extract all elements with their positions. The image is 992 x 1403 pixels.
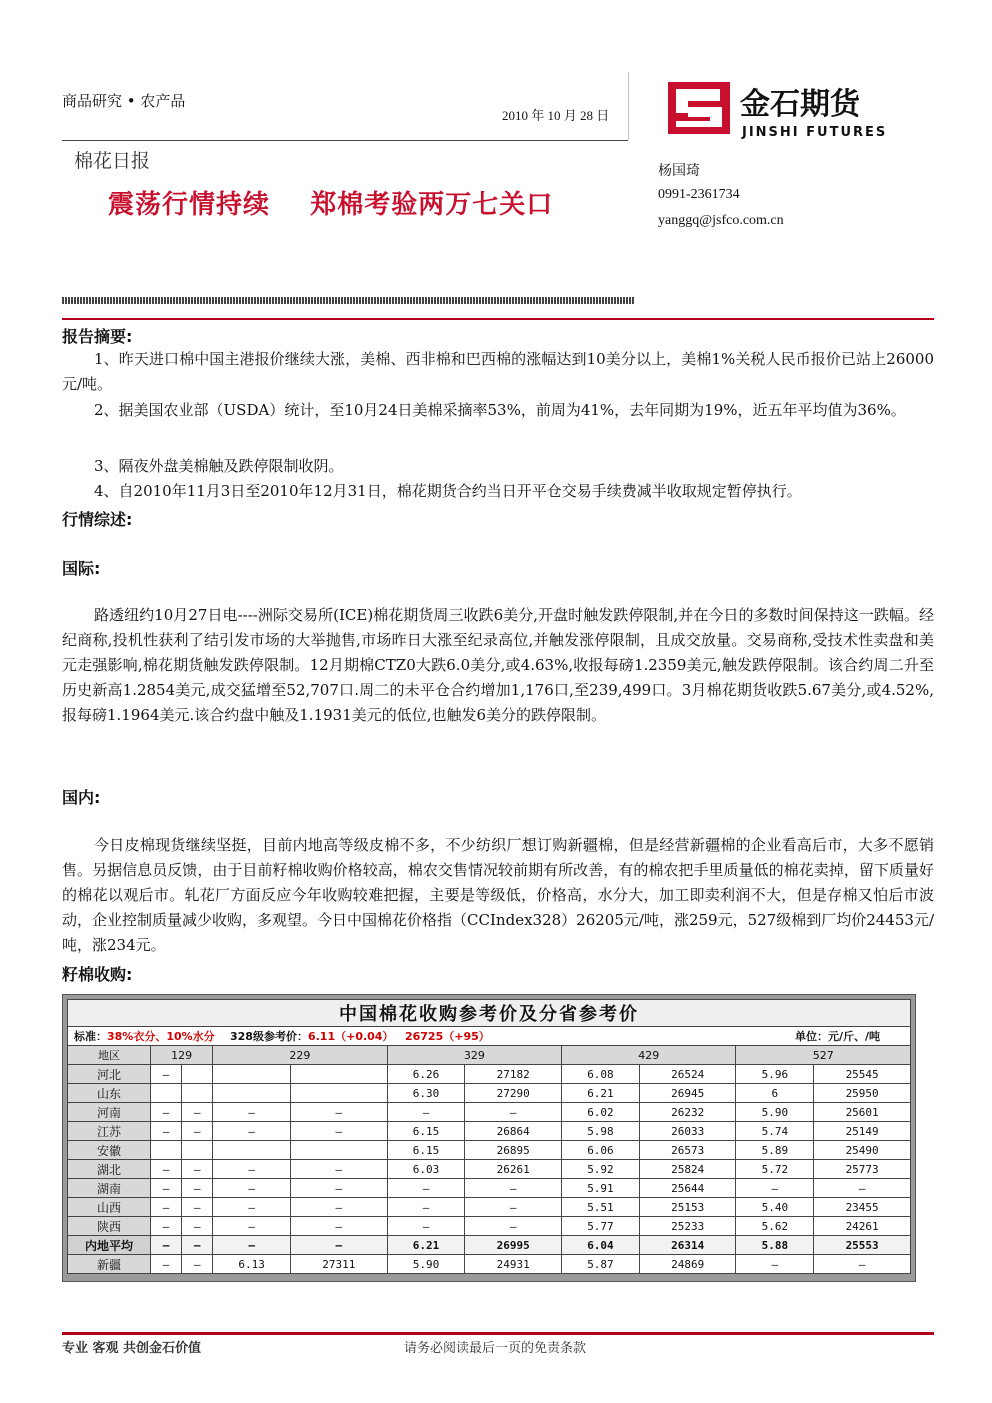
author-name: 杨国琦 [658,164,700,179]
price-cell: 26895 [465,1141,562,1160]
price-cell: — [291,1198,388,1217]
price-cell: 25233 [639,1217,736,1236]
province-cell: 内地平均 [68,1236,151,1255]
price-cell: — [291,1217,388,1236]
footer-disclaimer: 请务必阅读最后一页的免责条款 [404,1341,587,1356]
price-cell: 6 [736,1084,814,1103]
company-logo [668,80,898,140]
province-cell: 安徽 [68,1141,151,1160]
province-cell: 湖北 [68,1160,151,1179]
seed-title: 籽棉收购: [62,965,133,984]
market-title: 行情综述: [62,510,133,529]
price-cell: 24869 [639,1255,736,1274]
table-row [68,1122,911,1141]
table-row [68,1179,911,1198]
province-cell: 陕西 [68,1217,151,1236]
ref-value: 6.11（+0.04） 26725（+95） [307,1030,490,1043]
price-cell: 5.87 [562,1255,640,1274]
table-title: 中国棉花收购参考价及分省参考价 [68,1000,911,1027]
price-cell [182,1084,213,1103]
header-divider [628,72,629,140]
price-cell: 25149 [814,1122,911,1141]
province-cell: 湖南 [68,1179,151,1198]
province-cell: 河北 [68,1065,151,1084]
price-cell: 27290 [465,1084,562,1103]
price-cell: — [182,1122,213,1141]
price-cell: 24261 [814,1217,911,1236]
price-cell: 26261 [465,1160,562,1179]
price-cell: 5.96 [736,1065,814,1084]
red-rule [62,318,934,320]
table-row [68,1141,911,1160]
price-cell: 25773 [814,1160,911,1179]
price-cell: — [387,1179,465,1198]
author-phone: 0991-2361734 [658,187,740,202]
price-cell: — [465,1179,562,1198]
price-cell [291,1141,388,1160]
separator-dashes [62,297,634,304]
report-date: 2010 年 10 月 28 日 [502,108,610,123]
price-cell [291,1065,388,1084]
price-cell: — [182,1217,213,1236]
price-cell: 5.90 [736,1103,814,1122]
table-row [68,1160,911,1179]
price-cell: — [151,1160,182,1179]
price-cell: — [387,1103,465,1122]
price-cell: 5.77 [562,1217,640,1236]
table-row [68,1065,911,1084]
price-cell: — [182,1160,213,1179]
price-cell: — [465,1217,562,1236]
price-cell: — [213,1122,291,1141]
price-cell: — [151,1179,182,1198]
price-cell: 26864 [465,1122,562,1141]
price-cell: 26524 [639,1065,736,1084]
table-row [68,1198,911,1217]
price-cell: — [182,1103,213,1122]
price-cell [291,1084,388,1103]
summary-item: 1、昨天进口棉中国主港报价继续大涨，美棉、西非棉和巴西棉的涨幅达到10美分以上，美棉1%关税人民币报价已站上26000元/吨。 [62,350,934,393]
province-cell: 河南 [68,1103,151,1122]
price-cell: — [151,1122,182,1141]
table-header: 429 [562,1046,736,1065]
price-cell: 25824 [639,1160,736,1179]
price-cell: 6.03 [387,1160,465,1179]
province-cell: 新疆 [68,1255,151,1274]
price-cell: 6.08 [562,1065,640,1084]
price-cell: 6.04 [562,1236,640,1255]
svg-text:JINSHI FUTURES: JINSHI FUTURES [742,125,888,140]
price-cell [151,1084,182,1103]
province-cell: 江苏 [68,1122,151,1141]
price-cell: — [213,1179,291,1198]
price-cell: — [291,1103,388,1122]
price-cell: 25545 [814,1065,911,1084]
author-email: yanggq@jsfco.com.cn [658,213,784,228]
svg-text:金石期货: 金石期货 [740,87,860,122]
price-table [67,999,911,1274]
price-cell: — [182,1255,213,1274]
price-cell: 5.92 [562,1160,640,1179]
price-cell: 25644 [639,1179,736,1198]
table-header: 527 [736,1046,911,1065]
price-cell: — [151,1217,182,1236]
price-cell: 5.89 [736,1141,814,1160]
intl-title: 国际: [62,559,101,578]
price-cell: 25553 [814,1236,911,1255]
price-cell: 26033 [639,1122,736,1141]
headline: 震荡行情持续 郑棉考验两万七关口 [108,190,554,220]
price-cell: 6.21 [562,1084,640,1103]
price-cell: — [151,1236,182,1255]
price-cell: — [213,1198,291,1217]
price-cell [182,1065,213,1084]
table-header: 地区 [68,1046,151,1065]
summary-title: 报告摘要: [62,327,133,346]
domestic-text: 今日皮棉现货继续坚挺，目前内地高等级皮棉不多，不少纺织厂想订购新疆棉，但是经营新疆棉的企业看高后市，大多不愿销售。另据信息员反馈，由于目前籽棉收购价格较高，棉农交售情况较前期有所改善，有的棉农把手里质量低的棉花卖掉，留下质量好的棉花以观后市。轧花厂方面反应今年收购较难把握，主要是等级低，价格高，水分大，加工即卖利润不大，但是存棉又怕后市波动，企业控制质量减少收购，多观望。今日中国棉花价格指（CCIndex328）26205元/吨，涨259元，527级棉到厂均价24453元/吨，涨234元。 [62,836,934,954]
price-cell: — [151,1198,182,1217]
price-cell: — [387,1198,465,1217]
price-cell: — [291,1122,388,1141]
price-cell: 5.72 [736,1160,814,1179]
price-cell: 5.88 [736,1236,814,1255]
price-cell: 25950 [814,1084,911,1103]
price-cell: 5.51 [562,1198,640,1217]
price-cell: 26573 [639,1141,736,1160]
table-header: 229 [213,1046,387,1065]
price-cell: 5.98 [562,1122,640,1141]
price-cell: 5.90 [387,1255,465,1274]
summary-item: 3、隔夜外盘美棉触及跌停限制收阴。 [94,457,344,475]
price-cell: — [736,1179,814,1198]
price-cell: 27311 [291,1255,388,1274]
province-cell: 山东 [68,1084,151,1103]
price-cell: 5.40 [736,1198,814,1217]
price-cell: — [151,1255,182,1274]
price-cell: — [182,1236,213,1255]
table-row [68,1103,911,1122]
price-cell: — [213,1103,291,1122]
summary-item: 2、据美国农业部（USDA）统计，至10月24日美棉采摘率53%，前周为41%，去年同期为19%，近五年平均值为36%。 [94,401,906,419]
std-label: 标准： [74,1030,107,1043]
price-cell: 25490 [814,1141,911,1160]
price-cell: — [814,1179,911,1198]
price-cell [213,1084,291,1103]
logo-mark-icon [668,80,898,140]
price-cell [151,1141,182,1160]
price-cell: — [151,1103,182,1122]
table-header: 129 [151,1046,213,1065]
price-cell: — [182,1198,213,1217]
price-cell: 6.26 [387,1065,465,1084]
price-cell: 6.02 [562,1103,640,1122]
table-row [68,1236,911,1255]
summary-item: 4、自2010年11月3日至2010年12月31日，棉花期货合约当日开平仓交易手续费减半收取规定暂停执行。 [94,482,802,500]
price-cell [213,1141,291,1160]
intl-text: 路透纽约10月27日电----洲际交易所(ICE)棉花期货周三收跌6美分,开盘时触发跌停限制,并在今日的多数时间保持这一跌幅。经纪商称,投机性获利了结引发市场的大举抛售,市场昨日大涨至纪录高位,并触发涨停限制，且成交放量。交易商称,受技术性卖盘和美元走强影响,棉花期货触发跌停限制。12月期棉CTZ0大跌6.0美分,或4.63%,收报每磅1.2359美元,触发跌停限制。该合约周二升至历史新高1.2854美元,成交猛增至52,707口.周二的未平仓合约增加1,176口,至239,499口。3月棉花期货收跌5.67美分,或4.52%,报每磅1.1964美元.该合约盘中触及1.1931美元的低位,也触发6美分的跌停限制。 [62,606,934,724]
price-cell: — [213,1160,291,1179]
footer-slogan: 专业 客观 共创金石价值 [62,1341,202,1356]
doc-type: 棉花日报 [74,150,151,172]
price-cell: 6.13 [213,1255,291,1274]
price-cell: 6.15 [387,1141,465,1160]
table-row [68,1217,911,1236]
price-cell: — [291,1236,388,1255]
footer-rule [62,1332,934,1335]
province-cell: 山西 [68,1198,151,1217]
price-cell: — [291,1179,388,1198]
ref-label: 328级参考价： [230,1030,308,1043]
price-cell: 5.91 [562,1179,640,1198]
price-cell: 26314 [639,1236,736,1255]
price-cell [182,1141,213,1160]
report-category: 商品研究 • 农产品 [62,92,186,110]
price-cell: 26232 [639,1103,736,1122]
domestic-title: 国内: [62,788,101,807]
table-row [68,1084,911,1103]
price-cell: — [387,1217,465,1236]
price-cell: 6.15 [387,1122,465,1141]
price-cell: — [736,1255,814,1274]
table-header: 329 [387,1046,561,1065]
price-cell: 6.30 [387,1084,465,1103]
price-cell: — [213,1217,291,1236]
price-cell: 5.74 [736,1122,814,1141]
table-row [68,1255,911,1274]
cotton-price-table [62,994,916,1282]
price-cell: — [182,1179,213,1198]
price-cell: 25601 [814,1103,911,1122]
price-cell: 6.06 [562,1141,640,1160]
header-rule [62,140,628,141]
price-cell: 23455 [814,1198,911,1217]
price-cell: — [465,1103,562,1122]
price-cell: 25153 [639,1198,736,1217]
std-value: 38%衣分、10%水分 [107,1030,215,1043]
price-cell: 27182 [465,1065,562,1084]
price-cell [213,1065,291,1084]
price-cell: — [465,1198,562,1217]
price-cell: — [213,1236,291,1255]
unit-label: 单位：元/斤、/吨 [794,1030,880,1043]
price-cell: 26945 [639,1084,736,1103]
price-cell: — [151,1065,182,1084]
price-cell: — [814,1255,911,1274]
table-standard-row [68,1027,911,1046]
price-cell: — [291,1160,388,1179]
price-cell: 6.21 [387,1236,465,1255]
price-cell: 5.62 [736,1217,814,1236]
price-cell: 26995 [465,1236,562,1255]
price-cell: 24931 [465,1255,562,1274]
